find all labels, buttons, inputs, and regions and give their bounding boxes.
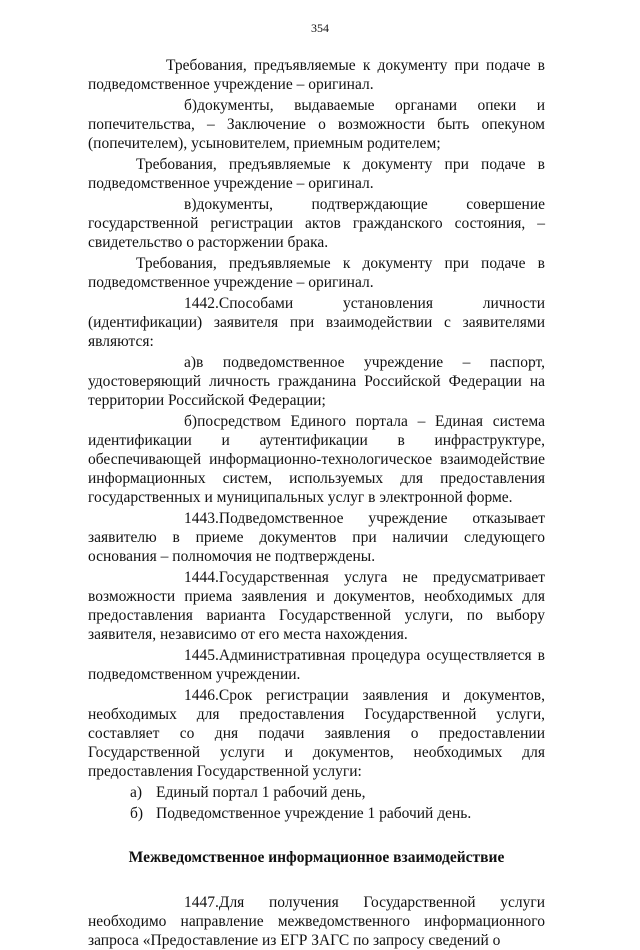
paragraph xyxy=(88,56,545,94)
paragraph-number: 1444. xyxy=(184,569,219,586)
paragraph-1445 xyxy=(88,646,545,684)
paragraph-label: б) xyxy=(184,413,198,430)
paragraph-text: Срок регистрации заявления и документов, необходимых для предоставления Государственной услуги, составляет со дня подачи заявления о предоставлении Государственной услуги и документов, необходимых для предоставления Государственной услуги: xyxy=(88,687,545,780)
document-body xyxy=(88,56,545,950)
list-item xyxy=(88,804,545,823)
paragraph-1447 xyxy=(88,893,545,950)
paragraph-1442 xyxy=(88,294,545,351)
paragraph-number: 1447. xyxy=(184,894,219,911)
paragraph xyxy=(88,412,545,507)
paragraph-label: б) xyxy=(184,97,198,114)
paragraph-1444 xyxy=(88,568,545,644)
paragraph-label: в) xyxy=(184,196,197,213)
paragraph-text: Требования, предъявляемые к документу при подаче в подведомственное учреждение – оригинал. xyxy=(88,156,545,192)
paragraph xyxy=(88,254,545,292)
paragraph xyxy=(88,195,545,252)
paragraph-1446 xyxy=(88,686,545,781)
paragraph-text: документы, подтверждающие совершение государственной регистрации актов гражданского состояния, – свидетельство о расторжении брака. xyxy=(88,196,545,251)
list-item-text: Единый портал 1 рабочий день, xyxy=(156,784,366,801)
paragraph-number: 1446. xyxy=(184,687,219,704)
paragraph xyxy=(88,96,545,153)
paragraph-label: а) xyxy=(184,354,197,371)
paragraph-text: Подведомственное учреждение отказывает заявителю в приеме документов при наличии следующего основания – полномочия не подтверждены. xyxy=(88,510,545,565)
paragraph-number: 1445. xyxy=(184,647,219,664)
paragraph xyxy=(88,353,545,410)
paragraph-text: Административная процедура осуществляется в подведомственном учреждении. xyxy=(88,647,545,683)
list-item-label: б) xyxy=(130,805,144,822)
list-item-text: Подведомственное учреждение 1 рабочий день. xyxy=(156,805,472,822)
paragraph-text: посредством Единого портала – Единая система идентификации и аутентификации в инфраструктуре, обеспечивающей информационно-технологическое взаимодействие информационных систем, используемых для предоставления государственных и муниципальных услуг в электронной форме. xyxy=(88,413,545,506)
paragraph-text: Требования, предъявляемые к документу при подаче в подведомственное учреждение – оригинал. xyxy=(88,255,545,291)
paragraph-number: 1443. xyxy=(184,510,219,527)
paragraph xyxy=(88,155,545,193)
paragraph-text: документы, выдаваемые органами опеки и попечительства, – Заключение о возможности быть опекуном (попечителем), усыновителем, приемным родителем; xyxy=(88,97,545,152)
paragraph-text: Для получения Государственной услуги необходимо направление межведомственного информационного запроса «Предоставление из ЕГР ЗАГС по запросу сведений о xyxy=(88,894,545,949)
paragraph-text: в подведомственное учреждение – паспорт, удостоверяющий личность гражданина Российской Федерации на территории Российской Федерации; xyxy=(88,354,545,409)
section-heading: Межведомственное информационное взаимодействие xyxy=(128,849,505,866)
list-item xyxy=(88,783,545,802)
paragraph-1443 xyxy=(88,509,545,566)
page-number: 354 xyxy=(311,21,329,35)
paragraph-text: Способами установления личности (идентификации) заявителя при взаимодействии с заявителями являются: xyxy=(88,295,545,350)
paragraph-text: Государственная услуга не предусматривает возможности приема заявления и документов, необходимых для предоставления варианта Государственной услуги, по выбору заявителя, независимо от его места нахождения. xyxy=(88,569,545,643)
list-item-label: а) xyxy=(130,784,143,801)
paragraph-number: 1442. xyxy=(184,295,219,312)
paragraph-text: Требования, предъявляемые к документу при подаче в подведомственное учреждение – оригинал. xyxy=(88,57,545,93)
